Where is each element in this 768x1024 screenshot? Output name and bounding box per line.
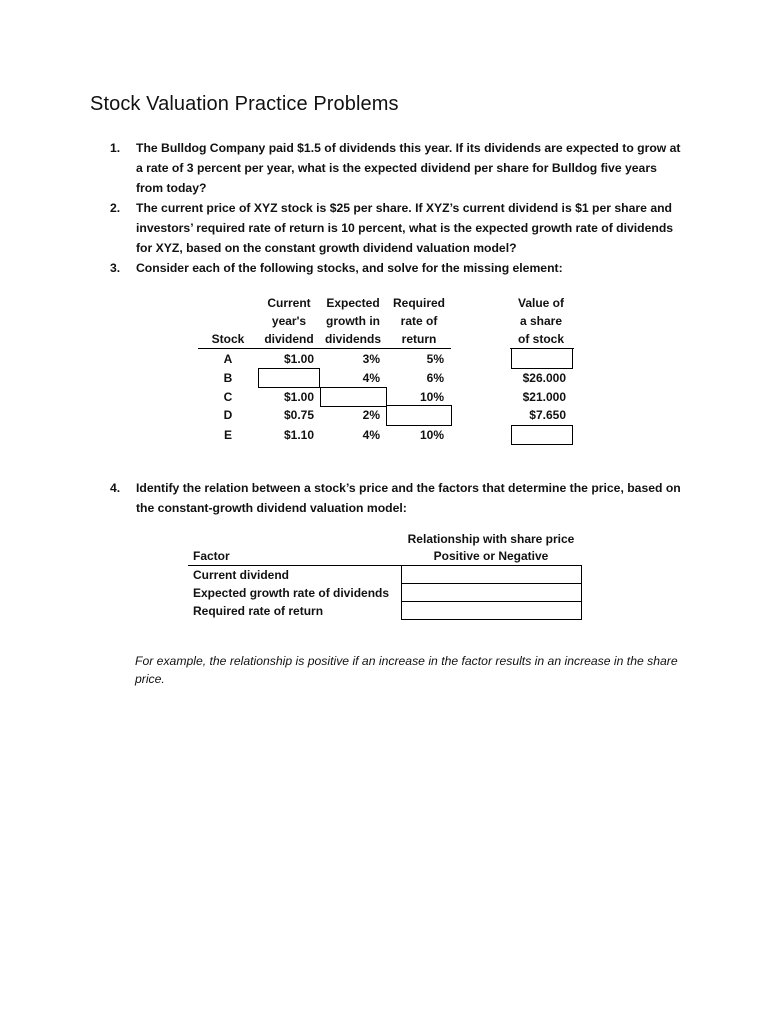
row-d-value: $7.650	[529, 408, 566, 422]
header-value-line2: a share	[519, 314, 563, 328]
row-e-growth: 4%	[362, 428, 380, 442]
header-factor: Factor	[193, 549, 230, 563]
example-note: For example, the relationship is positive if an increase in the factor results in an increase in the share price.	[135, 654, 678, 686]
header-stock: Stock	[211, 332, 245, 346]
row-b-stock: B	[223, 371, 233, 385]
header-growth-line3: dividends	[324, 332, 381, 346]
factor-row-2-answer-box[interactable]	[401, 583, 582, 602]
header-required-line2: rate of	[400, 314, 438, 328]
row-b-dividend-answer-box[interactable]	[258, 368, 320, 388]
row-a-value-answer-box[interactable]	[511, 348, 573, 369]
row-e-stock: E	[223, 428, 232, 442]
header-dividend-line1: Current	[267, 296, 311, 310]
stock-table-header-rule	[198, 348, 451, 349]
header-value-line3: of stock	[517, 332, 564, 346]
row-b-growth: 4%	[362, 371, 380, 385]
factor-row-1-label: Current dividend	[193, 568, 290, 582]
factor-row-3-answer-box[interactable]	[401, 601, 582, 620]
header-dividend-line3: dividend	[264, 332, 314, 346]
row-b-value: $26.000	[522, 371, 566, 385]
header-required-line3: return	[401, 332, 437, 346]
problem-3-text: Consider each of the following stocks, and solve for the missing element:	[136, 261, 563, 275]
row-a-dividend: $1.00	[283, 352, 314, 366]
row-e-required: 10%	[419, 428, 444, 442]
problem-3-number: 3.	[110, 261, 121, 275]
row-c-value: $21.000	[522, 390, 566, 404]
problem-1-text: The Bulldog Company paid $1.5 of dividends this year. If its dividends are expected to grow at a rate of 3 percent per year, what is the expected dividend per share for Bulldog five years from today?	[136, 141, 681, 195]
row-d-required-answer-box[interactable]	[386, 405, 452, 426]
factor-row-2-label: Expected growth rate of dividends	[193, 586, 390, 600]
header-growth-line2: growth in	[326, 314, 380, 328]
row-a-required: 5%	[426, 352, 444, 366]
problem-2-text: The current price of XYZ stock is $25 per share. If XYZ’s current dividend is $1 per share and investors’ required rate of return is 10 percent, what is the expected growth rate of dividends for XYZ, based on the constant growth dividend valuation model?	[136, 201, 674, 255]
page-title: Stock Valuation Practice Problems	[90, 93, 399, 115]
problem-4-number: 4.	[110, 481, 121, 495]
row-c-dividend: $1.00	[283, 390, 314, 404]
row-c-required: 10%	[419, 390, 444, 404]
row-c-stock: C	[223, 390, 233, 404]
row-e-dividend: $1.10	[283, 428, 314, 442]
header-relationship-line2: Positive or Negative	[433, 549, 549, 563]
header-growth-line1: Expected	[326, 296, 380, 310]
header-value-line1: Value of	[517, 296, 564, 310]
factor-row-1-answer-box[interactable]	[401, 565, 582, 584]
header-dividend-line2: year's	[271, 314, 307, 328]
row-d-stock: D	[223, 408, 233, 422]
row-c-growth-answer-box[interactable]	[320, 387, 387, 407]
row-a-growth: 3%	[362, 352, 380, 366]
problem-1-number: 1.	[110, 141, 121, 155]
header-relationship-line1: Relationship with share price	[407, 532, 575, 546]
factor-row-3-label: Required rate of return	[193, 604, 324, 618]
header-required-line1: Required	[392, 296, 445, 310]
row-e-value-answer-box[interactable]	[511, 425, 573, 445]
row-b-required: 6%	[426, 371, 444, 385]
row-a-stock: A	[223, 352, 233, 366]
row-d-dividend: $0.75	[283, 408, 314, 422]
problem-2-number: 2.	[110, 201, 121, 215]
row-d-growth: 2%	[362, 408, 380, 422]
problem-4-text: Identify the relation between a stock’s price and the factors that determine the price, based on the constant-growth dividend valuation model:	[136, 481, 681, 515]
